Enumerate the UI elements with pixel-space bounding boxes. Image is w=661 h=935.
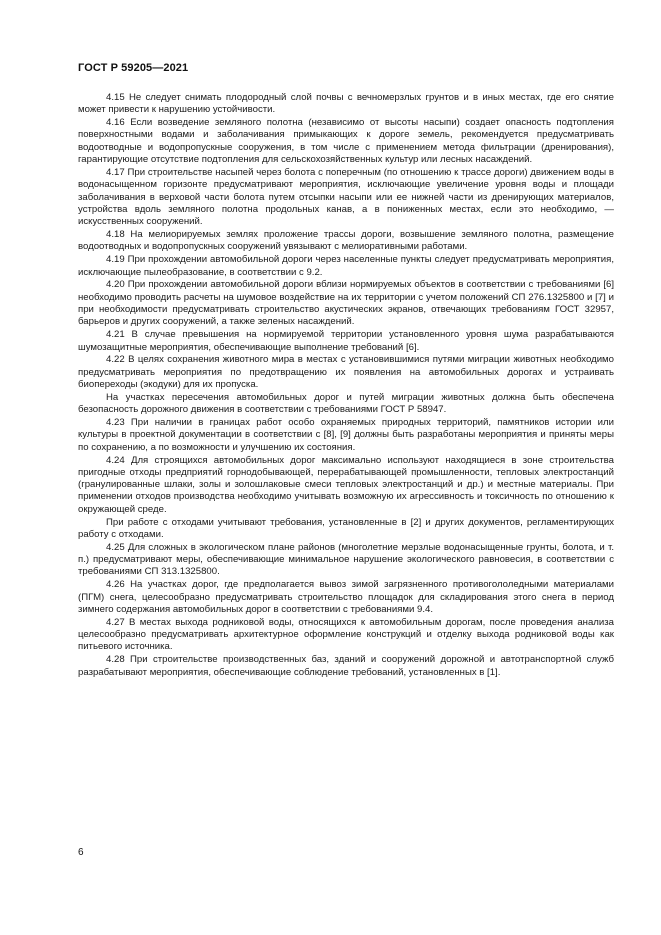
- paragraph-4-24-continued: При работе с отходами учитывают требования, установленные в [2] и других документов, регламентирующих работу с отходами.: [78, 516, 614, 540]
- paragraph-4-16: 4.16 Если возведение земляного полотна (независимо от высоты насыпи) создает опасность подтопления поверхностными водами и заболачивания примыкающих к дороге земель, рекомендуется предусматривать водоотводные и водопропускные сооружения, в том числе с применением метода фильтрации (дренирования), гарантирующие отсутствие подтопления для сельскохозяйственных культур или лесных насаждений.: [78, 117, 614, 166]
- paragraph-4-19: 4.19 При прохождении автомобильной дороги через населенные пункты следует предусматривать мероприятия, исключающие пылеобразование, в соответствии с 9.2.: [78, 254, 614, 278]
- paragraph-4-23: 4.23 При наличии в границах работ особо охраняемых природных территорий, памятников истории или культуры в проектной документации в соответствии с [8], [9] должны быть разработаны мероприятия и приняты меры по сохранению, а по возможности и улучшению их состояния.: [78, 417, 614, 453]
- paragraph-4-25: 4.25 Для сложных в экологическом плане районов (многолетние мерзлые водонасыщенные грунты, болота, и т. п.) предусматривают меры, обеспечивающие минимальное нарушение экологического равновесия, в соответствии с требованиями СП 313.1325800.: [78, 541, 614, 578]
- paragraph-4-26: 4.26 На участках дорог, где предполагается вывоз зимой загрязненного противогололедными материалами (ПГМ) снега, целесообразно предусматривать строительство площадок для складирования этого снега в период зимнего содержания автомобильных дорог в соответствии с требованиями 9.4.: [78, 579, 614, 615]
- paragraph-4-24: 4.24 Для строящихся автомобильных дорог максимально используют находящиеся в зоне строительства пригодные отходы предприятий горнодобывающей, перерабатывающей промышленности, тепловых электростанций (гранулированные шлаки, золы и золошлаковые смеси тепловых электростанций и др.) и местные материалы. При применении отходов производства необходимо учитывать возможную их агрессивность и токсичность по отношению к окружающей среде.: [78, 454, 614, 515]
- paragraph-4-17: 4.17 При строительстве насыпей через болота с поперечным (по отношению к трассе дороги) движением воды в водонасыщенном горизонте предусматривают мероприятия, исключающие увеличение уровня воды и площади заболачивания в верховой части болота путем отсыпки насыпи или ее нижней части из дренирующих материалов, устройства вдоль земляного полотна продольных канав, а в пониженных местах, если это необходимо, — искусственных сооружений.: [78, 166, 614, 228]
- paragraph-4-15: 4.15 Не следует снимать плодородный слой почвы с вечномерзлых грунтов и в иных местах, где его снятие может привести к нарушению устойчивости.: [78, 92, 614, 116]
- paragraph-4-18: 4.18 На мелиорируемых землях проложение трассы дороги, возвышение земляного полотна, размещение водоотводных и водопропускных сооружений увязывают с мелиоративными работами.: [78, 229, 614, 253]
- paragraph-4-22-continued: На участках пересечения автомобильных дорог и путей миграции животных должна быть обеспечена безопасность дорожного движения в соответствии с требованиями ГОСТ Р 58947.: [78, 391, 614, 416]
- document-body: [78, 92, 614, 679]
- paragraph-4-28: 4.28 При строительстве производственных баз, зданий и сооружений дорожной и автотранспортной служб разрабатывают мероприятия, обеспечивающие соблюдение требований, установленных в [1].: [78, 654, 614, 678]
- paragraph-4-20: 4.20 При прохождении автомобильной дороги вблизи нормируемых объектов в соответствии с требованиями [6] необходимо проводить расчеты на шумовое воздействие на их территории с учетом положений СП 276.1325800 и [7] и при необходимости предусматривать строительство акустических экранов, отвечающих требованиям ГОСТ 32957, барьеров и других сооружений, а также зеленых насаждений.: [78, 279, 614, 328]
- paragraph-4-22: 4.22 В целях сохранения животного мира в местах с установившимися путями миграции животных необходимо предусматривать мероприятия по предотвращению их появления на автомобильных дорогах и устраивать биопереходы (экодуки) для их пропуска.: [78, 354, 614, 390]
- paragraph-4-21: 4.21 В случае превышения на нормируемой территории установленного уровня шума разрабатываются шумозащитные мероприятия, обеспечивающие выполнение требований [6].: [78, 329, 614, 353]
- paragraph-4-27: 4.27 В местах выхода родниковой воды, относящихся к автомобильным дорогам, после проведения анализа целесообразно предусматривать архитектурное оформление конструкций и отделку выхода родниковой воды как питьевого источника.: [78, 616, 614, 653]
- document-header: ГОСТ Р 59205—2021: [78, 62, 189, 74]
- page-number: 6: [78, 847, 84, 858]
